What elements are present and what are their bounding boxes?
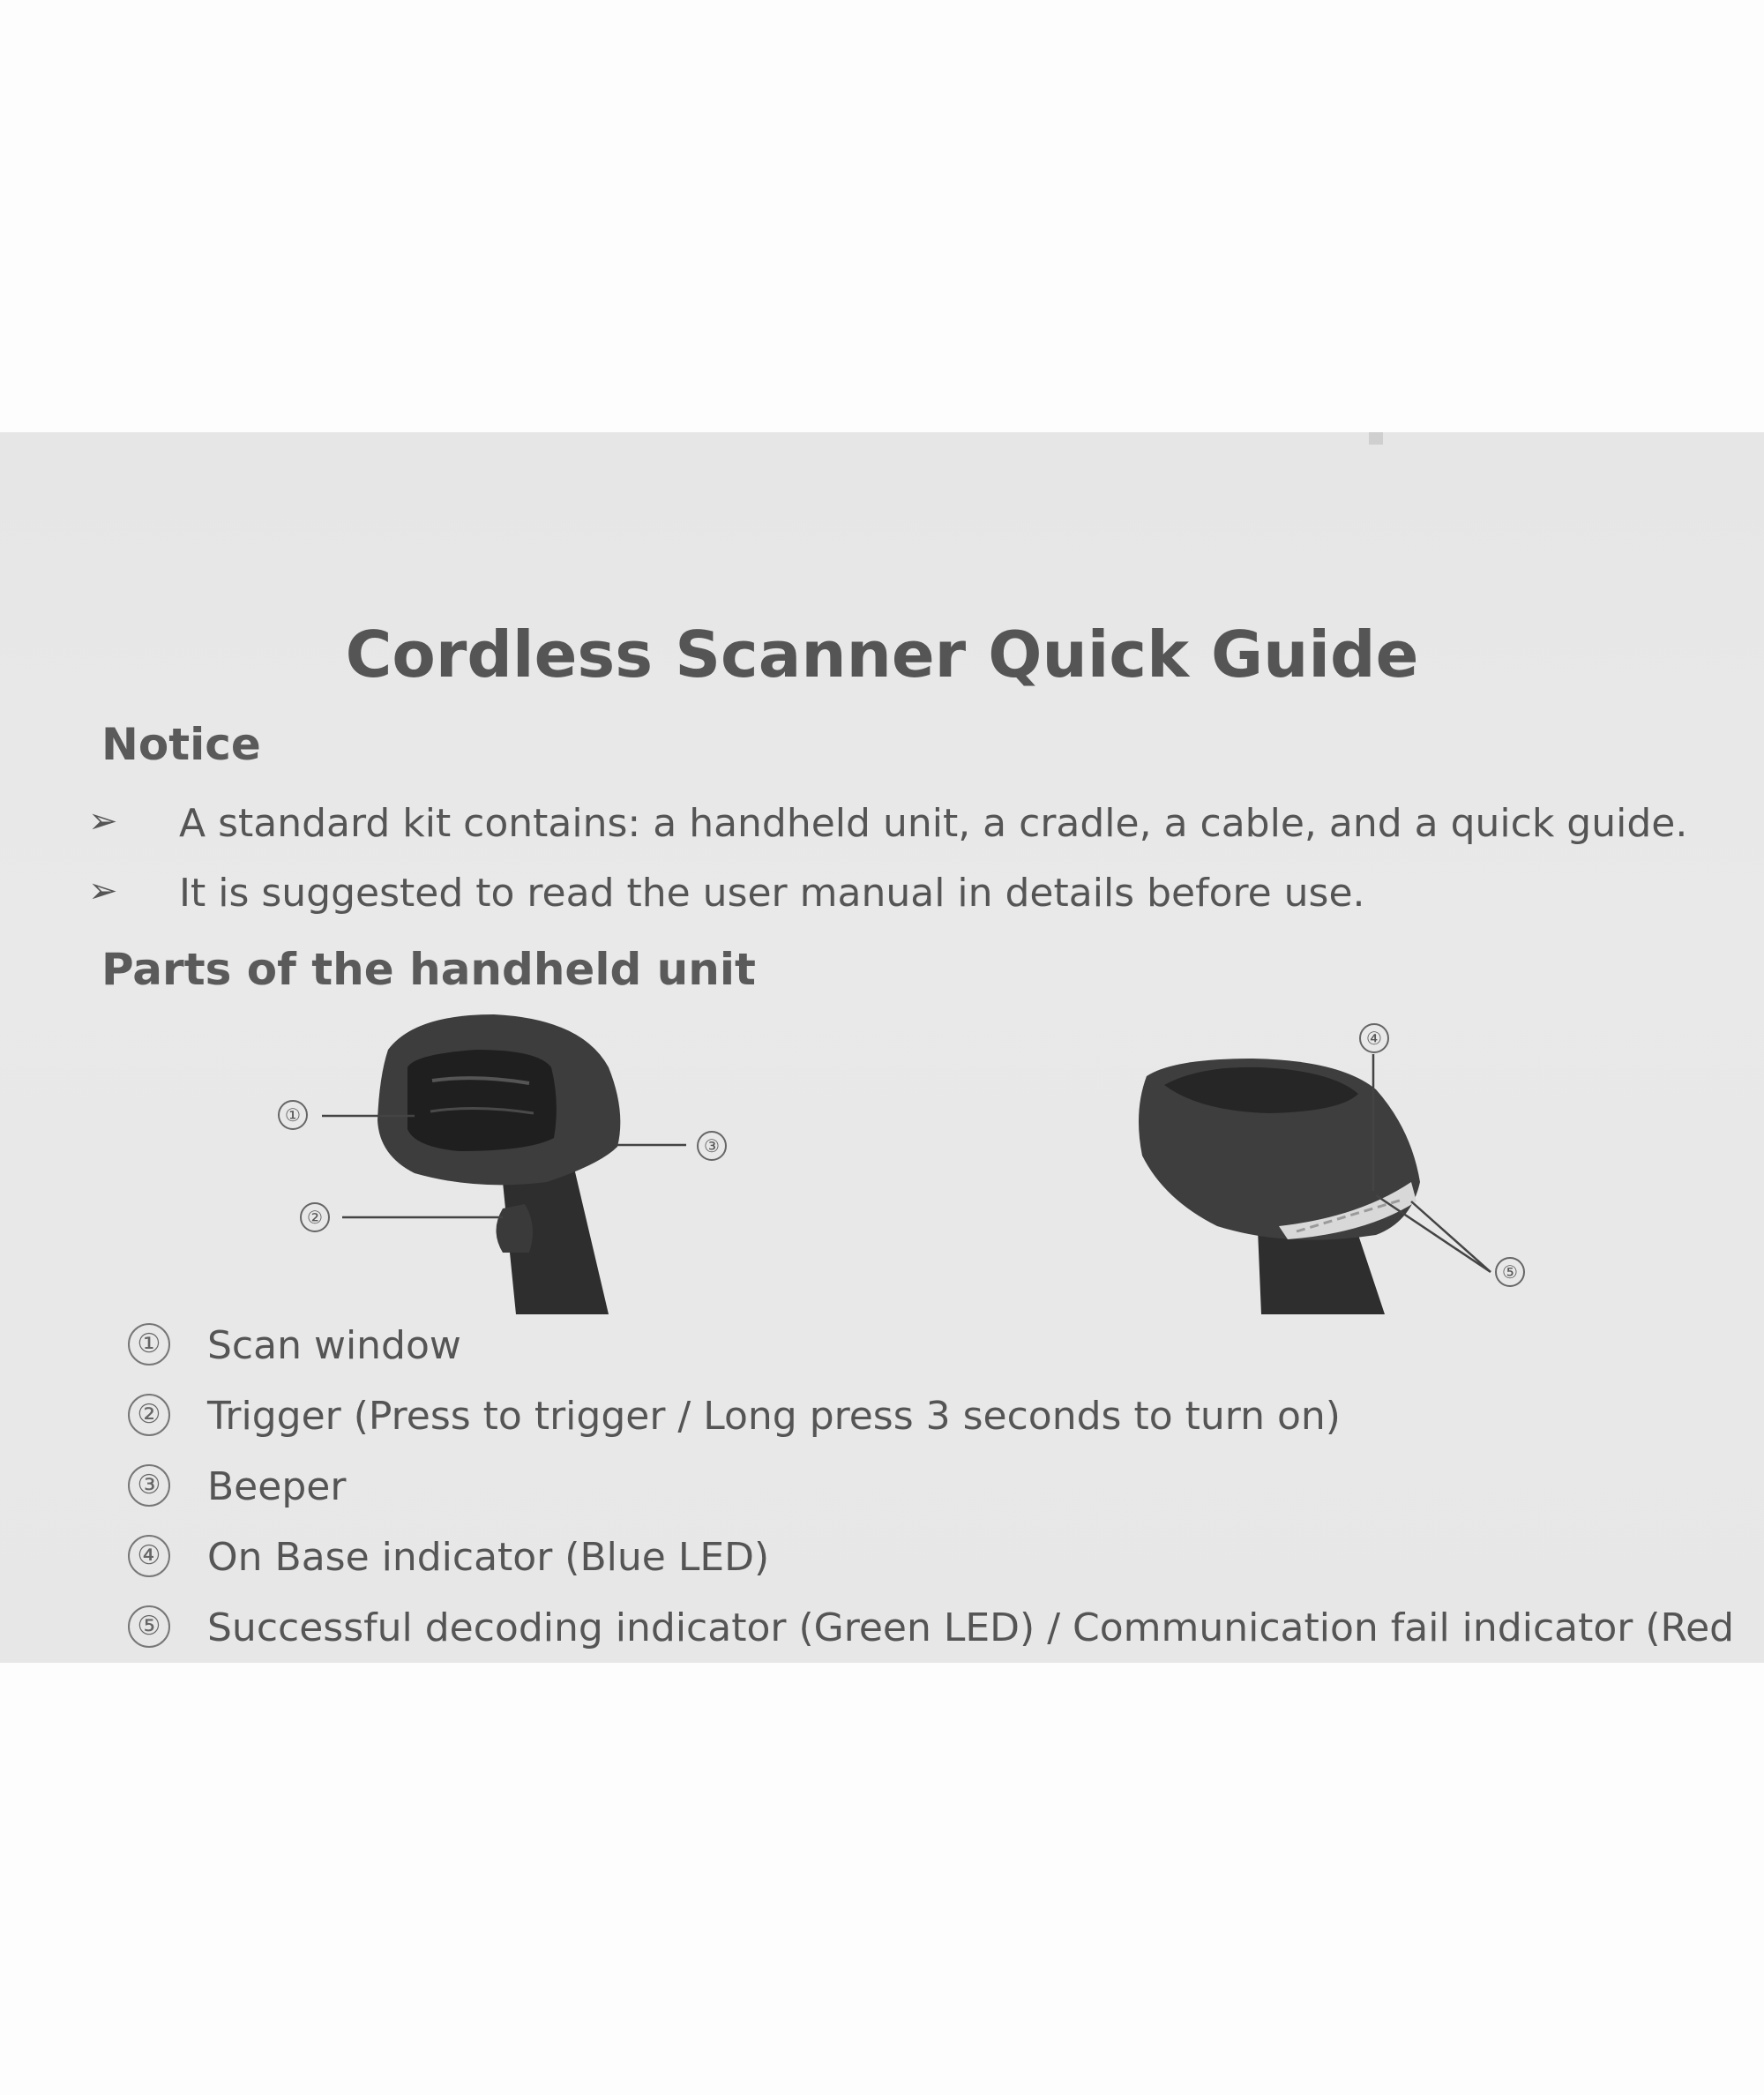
guide-sheet [0, 432, 1764, 1663]
part-label-scan-window: Scan window [207, 1323, 461, 1368]
notice-item-read-manual: It is suggested to read the user manual in details before use. [179, 871, 1365, 916]
part-number-1: ① [128, 1323, 170, 1365]
part-number-4: ④ [128, 1535, 170, 1577]
callout-3: ③ [697, 1131, 727, 1161]
part-label-on-base-indicator: On Base indicator (Blue LED) [207, 1535, 770, 1580]
part-number-3: ③ [128, 1464, 170, 1507]
scanner-front-view-illustration [322, 1014, 686, 1314]
arrow-bullet-icon: ➢ [88, 871, 118, 911]
notice-item-kit-contents: A standard kit contains: a handheld unit, a cradle, a cable, and a quick guide. [179, 801, 1688, 846]
scanner-rear-view-illustration [1139, 432, 1491, 1314]
callout-4: ④ [1359, 1023, 1389, 1053]
part-label-beeper: Beeper [207, 1464, 347, 1509]
part-label-trigger: Trigger (Press to trigger / Long press 3 seconds to turn on) [207, 1394, 1341, 1439]
part-number-2: ② [128, 1394, 170, 1436]
callout-5: ⑤ [1495, 1257, 1525, 1287]
parts-heading: Parts of the handheld unit [101, 944, 756, 995]
callout-2: ② [300, 1202, 330, 1232]
page-title: Cordless Scanner Quick Guide [345, 617, 1419, 692]
part-number-5: ⑤ [128, 1605, 170, 1648]
arrow-bullet-icon: ➢ [88, 801, 118, 842]
part-label-decoding-indicator: Successful decoding indicator (Green LED) / Communication fail indicator (Red [207, 1605, 1735, 1650]
notice-heading: Notice [101, 719, 261, 770]
callout-1: ① [278, 1100, 308, 1130]
